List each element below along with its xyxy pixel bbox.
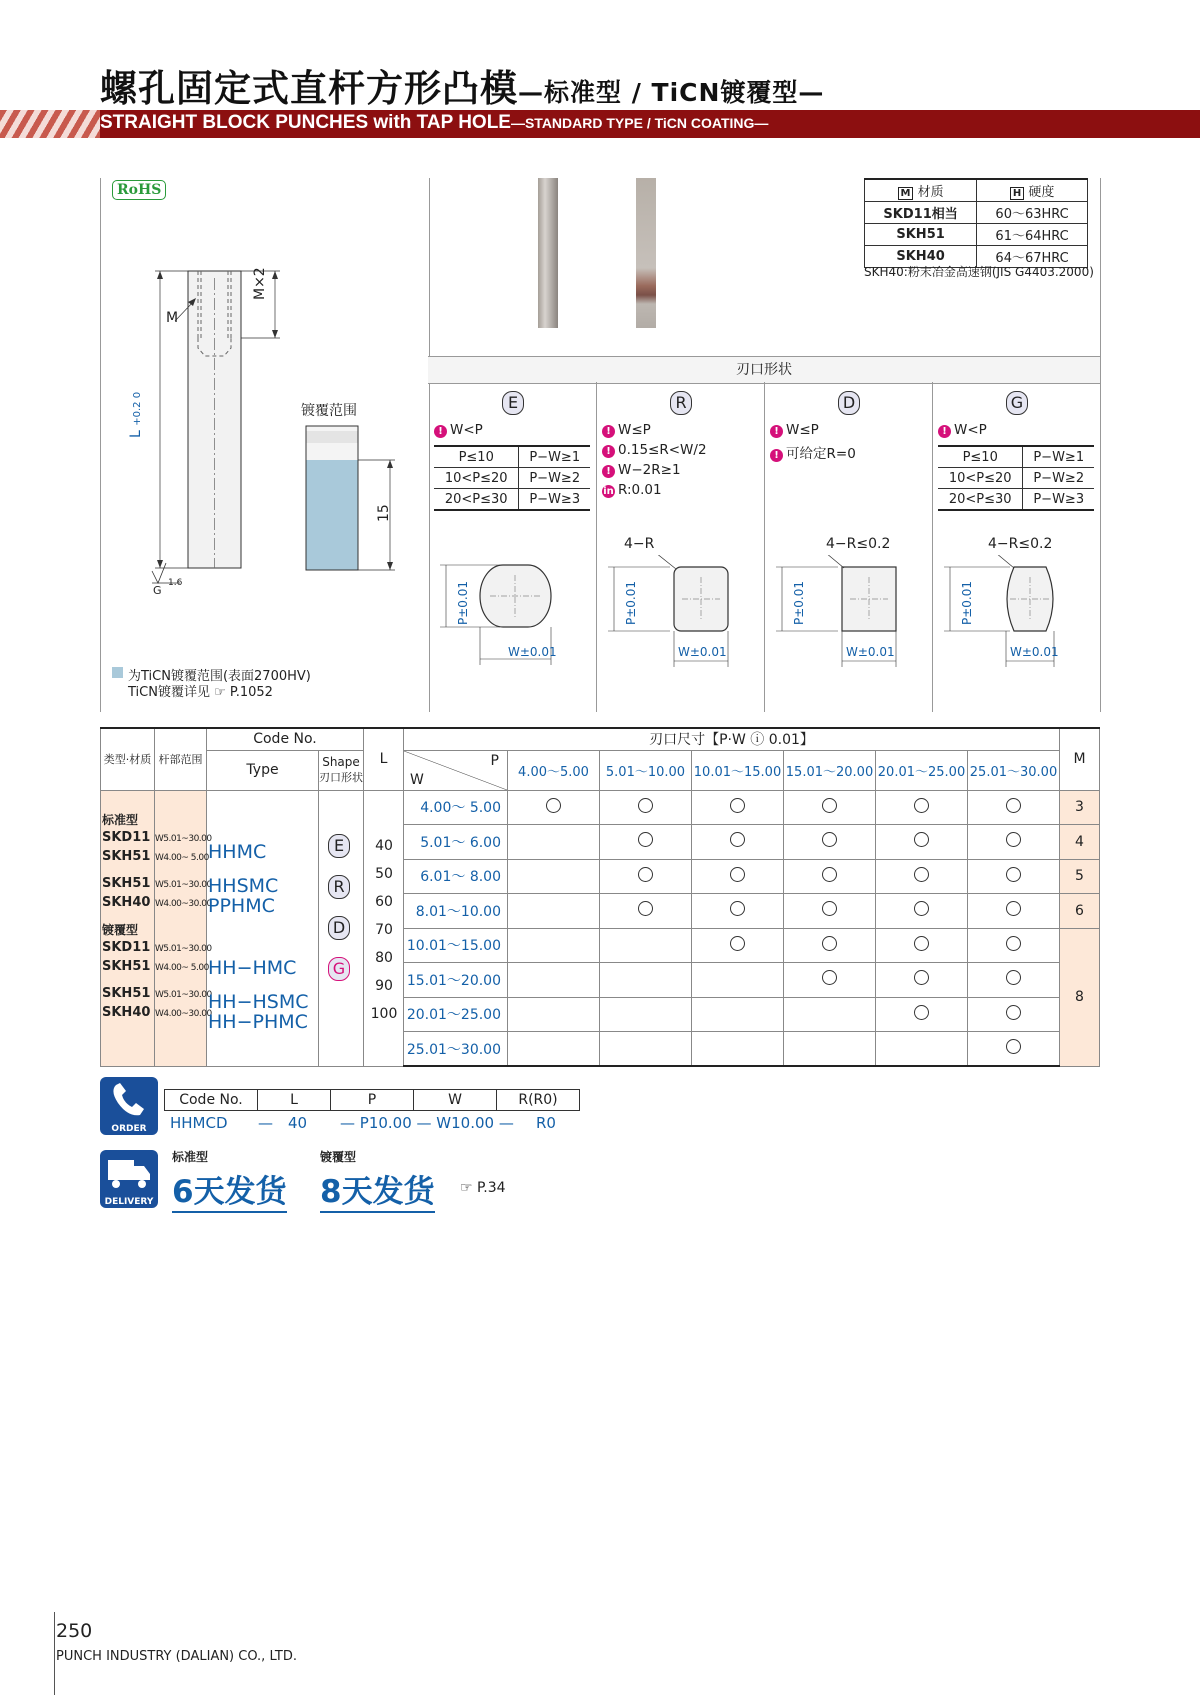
- availability-cell: [508, 894, 600, 929]
- w-range-cell: 25.01～30.00: [404, 1032, 508, 1067]
- title-en: [100, 112, 768, 134]
- availability-cell: [784, 825, 876, 860]
- order-header: L: [258, 1090, 331, 1111]
- shape-r-cond3: [602, 462, 681, 481]
- header-p: P: [490, 752, 499, 769]
- cond-cell: P−W≥2: [1023, 468, 1094, 489]
- availability-cell: [876, 894, 968, 929]
- availability-cell: [508, 859, 600, 894]
- availability-cell: [968, 894, 1060, 929]
- availability-cell: [968, 790, 1060, 825]
- cond-cell: P−W≥3: [1023, 489, 1094, 511]
- hardness-cell: 60～63HRC: [977, 202, 1088, 224]
- label-l-tol: +0.2 0: [132, 391, 143, 426]
- delivery-icon-label: DELIVERY: [104, 1197, 154, 1207]
- available-mark: [914, 798, 929, 813]
- material-column: [102, 811, 210, 1023]
- available-mark: [914, 901, 929, 916]
- shape-r-cond2-text: 0.15≤R<W/2: [618, 442, 707, 458]
- hardness-icon: H: [1010, 187, 1024, 200]
- cond-cell: 20<P≤30: [938, 489, 1023, 511]
- hardness-header: [977, 179, 1088, 202]
- availability-cell: [600, 1032, 692, 1067]
- p-col-header: 5.01～10.00: [600, 750, 692, 790]
- material-cell: SKH40: [865, 246, 977, 268]
- order-icon: [100, 1077, 158, 1135]
- phone-icon: [100, 1077, 158, 1121]
- shape-code: G: [328, 957, 350, 981]
- std-mat-row: [102, 894, 210, 913]
- mat-name: SKD11: [102, 940, 151, 955]
- w-range-cell: 10.01～15.00: [404, 928, 508, 963]
- material-cell: SKH51: [865, 224, 977, 246]
- availability-cell: [876, 963, 968, 998]
- shape-code: E: [328, 834, 350, 858]
- l-value: 50: [375, 866, 393, 882]
- title-cn-sub: —标准型 / TiCN镀覆型—: [518, 78, 825, 107]
- available-mark: [1006, 970, 1021, 985]
- availability-cell: [968, 1032, 1060, 1067]
- l-value: 70: [375, 922, 393, 938]
- shape-r-cond4: [602, 482, 662, 501]
- available-mark: [822, 832, 837, 847]
- shape-r-cond4-text: R:0.01: [618, 482, 662, 498]
- availability-cell: [876, 790, 968, 825]
- header-codeno: Code No.: [207, 728, 364, 750]
- shape-code: D: [328, 916, 350, 940]
- coat-mat-row: [102, 939, 210, 958]
- punch-drawing: [100, 178, 428, 712]
- mat-range: W5.01~30.00: [154, 880, 212, 890]
- shape-e-p-label: P±0.01: [456, 580, 470, 625]
- l-value: 60: [375, 894, 393, 910]
- material-header: [865, 179, 977, 202]
- availability-cell: [692, 928, 784, 963]
- availability-cell: [692, 825, 784, 860]
- availability-cell: [508, 997, 600, 1032]
- shape-g-r-label: 4−R≤0.2: [988, 536, 1053, 552]
- coat-mat-row: [102, 1004, 210, 1023]
- l-value: 100: [370, 1006, 398, 1022]
- available-mark: [1006, 901, 1021, 916]
- order-pw: — P10.00 — W10.00 —: [340, 1114, 514, 1132]
- shape-code: R: [328, 875, 350, 899]
- shape-g-badge: G: [1006, 391, 1028, 415]
- order-icon-label: ORDER: [111, 1124, 147, 1134]
- material-note: SKH40:粉末冶金高速钢(JIS G4403.2000): [864, 265, 1094, 279]
- p-col-header: 15.01～20.00: [784, 750, 876, 790]
- header-shape: [319, 750, 364, 790]
- cond-cell: 10<P≤20: [938, 468, 1023, 489]
- hardness-header-text: 硬度: [1028, 185, 1055, 200]
- cond-cell: P−W≥3: [519, 489, 590, 511]
- availability-cell: [876, 928, 968, 963]
- type-code: HH−PHMC: [208, 1011, 308, 1033]
- available-mark: [822, 901, 837, 916]
- delivery-ref-link[interactable]: ☞ P.34: [460, 1180, 506, 1196]
- cond-cell: P≤10: [434, 446, 519, 468]
- label-mx2: M×2: [252, 267, 268, 300]
- mat-name: SKH40: [102, 1005, 151, 1020]
- availability-cell: [508, 963, 600, 998]
- type-code: PPHMC: [208, 895, 275, 917]
- shape-r-badge: R: [670, 391, 692, 415]
- availability-cell: [692, 790, 784, 825]
- tolerance-icon: in: [603, 486, 614, 497]
- company-name: PUNCH INDUSTRY (DALIAN) CO., LTD.: [56, 1649, 297, 1664]
- mat-range: W5.01~30.00: [154, 944, 212, 954]
- availability-cell: [692, 859, 784, 894]
- mat-name: SKH40: [102, 895, 151, 910]
- m-cell: 6: [1060, 894, 1100, 929]
- shape-d-w-label: W±0.01: [846, 645, 895, 659]
- available-mark: [730, 901, 745, 916]
- delivery-icon: [100, 1150, 158, 1208]
- w-range-cell: 15.01～20.00: [404, 963, 508, 998]
- m-cell: 3: [1060, 790, 1100, 825]
- label-l: [128, 392, 144, 438]
- availability-cell: [968, 928, 1060, 963]
- shape-d-cond1: [770, 422, 819, 441]
- cond-cell: P−W≥1: [1023, 446, 1094, 468]
- shape-g-p-label: P±0.01: [960, 580, 974, 625]
- mat-name: SKD11: [102, 830, 151, 845]
- available-mark: [730, 867, 745, 882]
- shape-r-cond3-text: W−2R≥1: [618, 462, 681, 478]
- shape-divider: [764, 382, 765, 712]
- punch-photo-standard: [538, 178, 558, 328]
- available-mark: [1006, 1039, 1021, 1054]
- order-l: 40: [288, 1114, 308, 1132]
- delivery-coat-days: 8天发货: [320, 1166, 435, 1213]
- shape-d-p-label: P±0.01: [792, 580, 806, 625]
- material-table: [864, 178, 1088, 268]
- shape-g-table: [938, 445, 1094, 511]
- warning-icon: !: [602, 425, 615, 438]
- availability-cell: [968, 997, 1060, 1032]
- header-type: Type: [207, 750, 319, 790]
- availability-cell: [784, 859, 876, 894]
- warning-icon: !: [602, 465, 615, 478]
- order-example-table: [164, 1089, 580, 1111]
- mat-name: SKH51: [102, 959, 151, 974]
- table-row: [101, 790, 1100, 825]
- available-mark: [638, 798, 653, 813]
- availability-cell: [508, 1032, 600, 1067]
- shape-e-cond-text: W<P: [450, 422, 483, 438]
- available-mark: [914, 936, 929, 951]
- available-mark: [638, 867, 653, 882]
- cond-cell: P≤10: [938, 446, 1023, 468]
- shape-e-w-label: W±0.01: [508, 645, 557, 659]
- availability-cell: [784, 928, 876, 963]
- delivery-std-label: 标准型: [172, 1150, 209, 1164]
- availability-cell: [784, 1032, 876, 1067]
- available-mark: [914, 867, 929, 882]
- shape-title: 刃口形状: [428, 356, 1100, 384]
- order-r: R0: [536, 1114, 556, 1132]
- shape-e-badge: E: [502, 391, 524, 415]
- available-mark: [914, 832, 929, 847]
- availability-cell: [692, 997, 784, 1032]
- p-col-header: 10.01～15.00: [692, 750, 784, 790]
- shape-r-r-label: 4−R: [624, 536, 655, 552]
- header-range: 杆部范围: [155, 728, 207, 790]
- l-column: [364, 832, 404, 1028]
- shape-d-cond2: [770, 442, 856, 461]
- order-sep: —: [258, 1114, 273, 1132]
- banner-stripes: [0, 110, 100, 138]
- order-header: P: [331, 1090, 414, 1111]
- label-roughness: 1.6: [168, 578, 183, 588]
- availability-cell: [692, 1032, 784, 1067]
- shape-d-cond1-text: W≤P: [786, 422, 819, 438]
- available-mark: [1006, 867, 1021, 882]
- title-en-main: STRAIGHT BLOCK PUNCHES with TAP HOLE: [100, 112, 511, 133]
- coating-note-2[interactable]: TiCN镀覆详见 ☞ P.1052: [128, 685, 273, 700]
- warning-icon: !: [770, 449, 783, 462]
- label-g: G: [153, 584, 162, 597]
- shape-divider: [932, 382, 933, 712]
- header-dimension: 刃口尺寸【P·W ⓘ 0.01】: [404, 728, 1060, 750]
- header-shape-en: Shape: [322, 755, 360, 769]
- type-code: HHMC: [208, 841, 267, 863]
- std-mat-row: [102, 875, 210, 894]
- mat-range: W4.00~ 5.00: [154, 853, 209, 863]
- availability-cell: [784, 997, 876, 1032]
- w-range-cell: 5.01～ 6.00: [404, 825, 508, 860]
- shape-g-w-label: W±0.01: [1010, 645, 1059, 659]
- hardness-cell: 61～64HRC: [977, 224, 1088, 246]
- w-range-cell: 6.01～ 8.00: [404, 859, 508, 894]
- availability-cell: [600, 928, 692, 963]
- available-mark: [822, 936, 837, 951]
- available-mark: [730, 798, 745, 813]
- availability-cell: [600, 894, 692, 929]
- delivery-std-days: 6天发货: [172, 1166, 287, 1213]
- header-p-w: [404, 750, 508, 790]
- mat-range: W5.01~30.00: [154, 834, 212, 844]
- truck-icon: [100, 1150, 158, 1194]
- order-code: HHMCD: [170, 1114, 228, 1132]
- available-mark: [638, 901, 653, 916]
- mat-range: W5.01~30.00: [154, 990, 212, 1000]
- mat-name: SKH51: [102, 876, 151, 891]
- availability-cell: [600, 825, 692, 860]
- order-header: W: [414, 1090, 497, 1111]
- coat-mat-row: [102, 985, 210, 1004]
- available-mark: [914, 970, 929, 985]
- availability-cell: [600, 859, 692, 894]
- w-range-cell: 4.00～ 5.00: [404, 790, 508, 825]
- order-example: [170, 1114, 556, 1132]
- availability-cell: [876, 997, 968, 1032]
- l-value: 90: [375, 978, 393, 994]
- coat-mat-row: [102, 958, 210, 977]
- std-label: 标准型: [102, 813, 139, 827]
- page-title: [100, 58, 824, 112]
- warning-icon: !: [938, 425, 951, 438]
- shape-r-cond2: [602, 442, 707, 461]
- hardness-cell: 64～67HRC: [977, 246, 1088, 268]
- header-shape-cn: 刃口形状: [319, 771, 363, 784]
- order-header: R(R0): [497, 1090, 580, 1111]
- available-mark: [638, 832, 653, 847]
- mat-name: SKH51: [102, 849, 151, 864]
- availability-cell: [876, 825, 968, 860]
- availability-cell: [600, 963, 692, 998]
- header-m: M: [1060, 728, 1100, 790]
- type-code: HH−HMC: [208, 957, 297, 979]
- shape-d-badge: D: [838, 391, 860, 415]
- available-mark: [822, 970, 837, 985]
- availability-cell: [600, 790, 692, 825]
- w-range-cell: 8.01～10.00: [404, 894, 508, 929]
- availability-cell: [784, 790, 876, 825]
- shape-r-w-label: W±0.01: [678, 645, 727, 659]
- availability-cell: [600, 997, 692, 1032]
- std-mat-row: [102, 829, 210, 848]
- cond-cell: 10<P≤20: [434, 468, 519, 489]
- shape-r-p-label: P±0.01: [624, 580, 638, 625]
- material-header-text: 材质: [917, 185, 944, 200]
- availability-cell: [968, 859, 1060, 894]
- available-mark: [1006, 832, 1021, 847]
- p-col-header: 20.01～25.00: [876, 750, 968, 790]
- mat-name: SKH51: [102, 986, 151, 1001]
- type-column: [208, 842, 318, 1032]
- available-mark: [1006, 798, 1021, 813]
- header-w: W: [410, 771, 424, 788]
- label-m: M: [166, 310, 179, 326]
- rohs-badge: RoHS: [112, 180, 166, 200]
- shape-r-cond1: [602, 422, 651, 441]
- cond-cell: P−W≥2: [519, 468, 590, 489]
- shape-e-table: [434, 445, 590, 511]
- cond-cell: 20<P≤30: [434, 489, 519, 511]
- availability-cell: [508, 825, 600, 860]
- shape-e-cond: [434, 422, 483, 441]
- availability-cell: [876, 1032, 968, 1067]
- availability-cell: [968, 963, 1060, 998]
- w-range-cell: 20.01～25.00: [404, 997, 508, 1032]
- order-header: Code No.: [165, 1090, 258, 1111]
- m-cell: 8: [1060, 928, 1100, 1066]
- availability-cell: [876, 859, 968, 894]
- material-cell: SKD11相当: [865, 202, 977, 224]
- warning-icon: !: [602, 445, 615, 458]
- type-code: HHSMC: [208, 875, 279, 897]
- label-l-text: L: [128, 430, 144, 438]
- availability-cell: [784, 963, 876, 998]
- material-icon: M: [898, 187, 914, 200]
- availability-cell: [784, 894, 876, 929]
- shape-g-cond: [938, 422, 987, 441]
- mat-range: W4.00~30.00: [154, 899, 212, 909]
- availability-cell: [508, 928, 600, 963]
- m-cell: 4: [1060, 825, 1100, 860]
- available-mark: [914, 1005, 929, 1020]
- warning-icon: !: [434, 425, 447, 438]
- p-col-header: 25.01～30.00: [968, 750, 1060, 790]
- mat-range: W4.00~30.00: [154, 1009, 212, 1019]
- header-type-material: 类型·材质: [101, 728, 155, 790]
- available-mark: [546, 798, 561, 813]
- shape-divider: [596, 382, 597, 712]
- shape-r-cond1-text: W≤P: [618, 422, 651, 438]
- p-col-header: 4.00～5.00: [508, 750, 600, 790]
- availability-cell: [692, 963, 784, 998]
- available-mark: [822, 798, 837, 813]
- available-mark: [822, 867, 837, 882]
- availability-cell: [508, 790, 600, 825]
- header-l: L: [364, 728, 404, 790]
- std-mat-row: [102, 848, 210, 867]
- footer-rule: [54, 1612, 55, 1695]
- coating-range-label: 镀覆范围: [301, 403, 357, 419]
- coating-note-1: 为TiCN镀覆范围(表面2700HV): [128, 669, 311, 684]
- available-mark: [730, 936, 745, 951]
- shape-g-cond-text: W<P: [954, 422, 987, 438]
- m-cell: 5: [1060, 859, 1100, 894]
- delivery-coat-label: 镀覆型: [320, 1150, 357, 1164]
- availability-cell: [968, 825, 1060, 860]
- title-en-sub: —STANDARD TYPE / TiCN COATING—: [510, 115, 769, 131]
- title-cn-main: 螺孔固定式直杆方形凸模: [100, 67, 518, 110]
- availability-cell: [692, 894, 784, 929]
- l-value: 80: [375, 950, 393, 966]
- l-value: 40: [375, 838, 393, 854]
- warning-icon: !: [770, 425, 783, 438]
- mat-range: W4.00~ 5.00: [154, 963, 209, 973]
- cond-cell: P−W≥1: [519, 446, 590, 468]
- shape-column: [328, 834, 348, 981]
- punch-photo-coated: [636, 178, 656, 328]
- coat-label: 镀覆型: [102, 923, 139, 937]
- shape-d-cond2-text: 可给定R=0: [786, 446, 856, 462]
- coating-dim: 15: [376, 504, 392, 522]
- type-code: HH−HSMC: [208, 991, 309, 1013]
- available-mark: [1006, 1005, 1021, 1020]
- available-mark: [1006, 936, 1021, 951]
- available-mark: [730, 832, 745, 847]
- page-number: 250: [56, 1620, 93, 1642]
- shape-d-r-label: 4−R≤0.2: [826, 536, 891, 552]
